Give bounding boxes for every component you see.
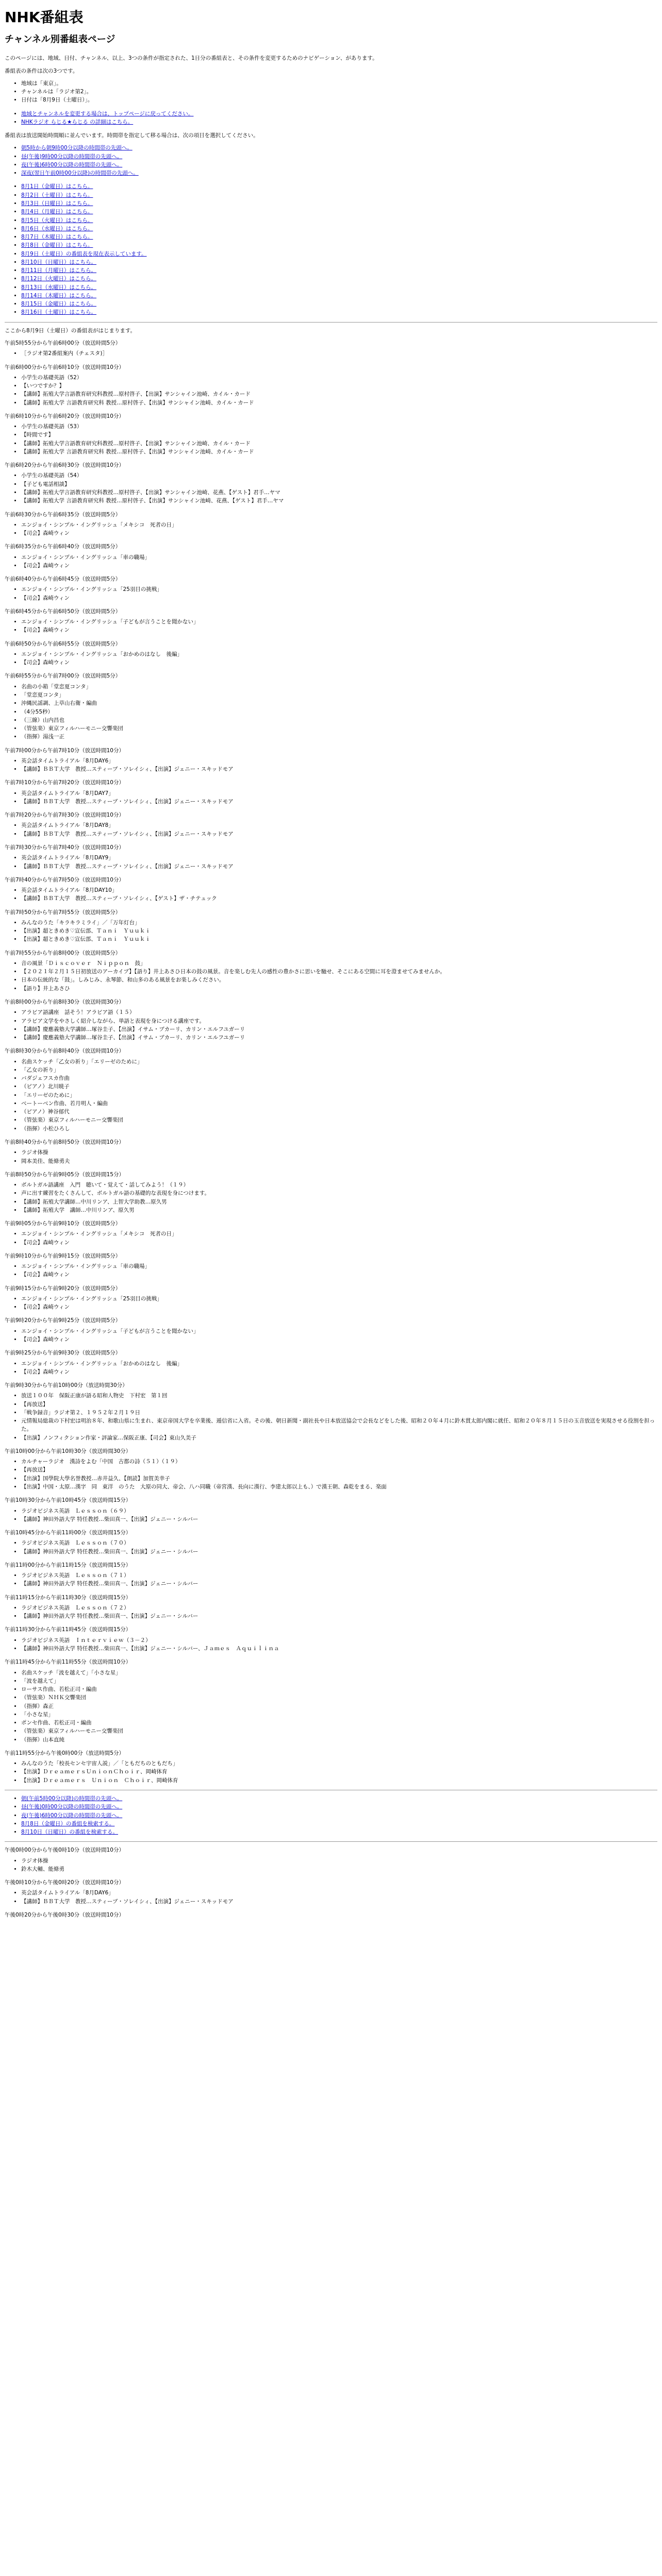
program-title: • アラビア語講座 話そう！アラビア語（１５） [21, 1008, 657, 1016]
program-detail-line: • 【子ども電話相談】 [21, 480, 657, 488]
program-detail-line: • 【出演】Ｄｒｅａｍｅｒｓ Ｕｎｉｏｎ Ｃｈｏｉｒ、岡崎体育 [21, 1776, 657, 1785]
program-detail-line: • 【講師】拓殖大学言語教育研究科教授…原村啓子、【出演】サンシャイン池崎、カイル・カード [21, 439, 657, 448]
program-time: 午前6時40分から午前6時45分（放送時間5分） [5, 576, 121, 583]
condition-region: • 地域は「東京」。 [21, 79, 657, 88]
program-detail-line: • 【講師】神田外語大学 特任教授…柴田真一、【出演】ジェニー・シルバー [21, 1612, 657, 1620]
program-detail-line: • 声に出す練習をたくさんして、ボルトガル語の基礎的な表現を身につけます。 [21, 1189, 657, 1197]
program-title: • 英会話タイムトライアル「8月DAY9」 [21, 854, 657, 862]
program-details [5, 854, 657, 871]
program-slot [5, 1316, 657, 1344]
date-link[interactable]: 8月5日（火曜日）はこちら。 [21, 217, 93, 224]
program-detail-line: • （ピアノ）神谷郁代 [21, 1108, 657, 1116]
program-title: • ラジオ体操 [21, 1148, 657, 1157]
schedule-intro: ここから8月9日（土曜日）の番組表がはじまります。 [5, 327, 136, 334]
program-title: • 名曲の小箱「堂恋夏コンタ」 [21, 683, 657, 691]
program-title: • エンジョイ・シンプル・イングリッシュ「おかめのはなし 後編」 [21, 650, 657, 658]
program-title: • 英会話タイムトライアル「8月DAY8」 [21, 821, 657, 829]
program-details [5, 757, 657, 774]
program-slot [5, 1349, 657, 1376]
program-slot [5, 412, 657, 456]
program-detail-line: • 日本の伝統的な「鼓」。しみじみ、永琴節、和山多のある風景をお楽しみください。 [21, 976, 657, 984]
program-detail-line: • 【出演】超ときめき♡宣伝部、Ｔａｎｉ Ｙｕｕｋｉ [21, 927, 657, 935]
time-link-noon[interactable]: 昼(午後)0時00分以降の時間帯の先頭へ。 [21, 1804, 123, 1810]
program-details [5, 349, 657, 358]
program-time: 午後0時10分から午後0時20分（放送時間10分） [5, 1879, 124, 1886]
next-day-link[interactable]: 8月10日（日曜日）の番組を検索する。 [21, 1829, 119, 1836]
program-detail-line: • 【司会】森崎ウィン [21, 626, 657, 634]
program-time: 午前11時55分から午後0時00分（放送時間5分） [5, 1750, 124, 1756]
program-slot [5, 1878, 657, 1906]
date-link[interactable]: 8月11日（月曜日）はこちら。 [21, 267, 97, 274]
program-details [5, 886, 657, 903]
program-detail-line: • ポンセ作曲、若松正司・編曲 [21, 1719, 657, 1727]
program-detail-line: • バダジェフスカ作曲 [21, 1074, 657, 1082]
program-slot [5, 908, 657, 944]
program-detail-line: • （管弦楽）東京フィルハーモニー交響楽団 [21, 724, 657, 733]
program-details [5, 683, 657, 741]
program-title: • ラジオビジネス英語 Ｌｅｓｓｏｎ（７１） [21, 1571, 657, 1580]
program-slot [5, 1846, 657, 1873]
program-details [5, 1295, 657, 1312]
program-title: • ［ラジオ第2番組案内（チェスタ)］ [21, 349, 657, 358]
program-detail-line: • 【講師】慶應義塾大学講師…塚谷圭子、【出演】イサム・ブカーリ、カリン・エルフユガーリ [21, 1033, 657, 1042]
program-title: • ラジオ体操 [21, 1857, 657, 1865]
program-slot [5, 843, 657, 871]
program-details [5, 650, 657, 667]
program-detail-line: • 【司会】森崎ウィン [21, 594, 657, 602]
program-slot [5, 1284, 657, 1312]
program-time: 午後0時20分から午後0時30分（放送時間10分） [5, 1911, 124, 1918]
program-slot [5, 949, 657, 993]
program-slot [5, 811, 657, 838]
program-time: 午前6時30分から午前6時35分（放送時間5分） [5, 511, 121, 518]
program-detail-line: • 【司会】森崎ウィン [21, 1303, 657, 1311]
time-links-top [5, 144, 657, 177]
program-title: • 音の風景「Ｄｉｓｃｏｖｅｒ Ｎｉｐｐｏｎ 鼓」 [21, 959, 657, 968]
program-time: 午前8時00分から午前8時30分（放送時間30分） [5, 998, 124, 1005]
program-detail-line: • 【講師】ＢＢＴ大学 教授…スティーブ・ソレイシィ、【出演】ジェニー・スキッドモア [21, 765, 657, 773]
program-detail-line: • （ピアノ）北川暁子 [21, 1082, 657, 1091]
program-slot [5, 339, 657, 358]
program-time: 午前6時10分から午前6時20分（放送時間10分） [5, 413, 124, 419]
program-details [5, 1360, 657, 1377]
program-slot [5, 1529, 657, 1556]
program-details [5, 1392, 657, 1442]
program-time: 午前7時30分から午前7時40分（放送時間10分） [5, 844, 124, 851]
program-time: 午前9時25分から午前9時30分（放送時間5分） [5, 1350, 121, 1357]
program-time: 午前8時40分から午前8時50分（放送時間10分） [5, 1139, 124, 1145]
page-subtitle: チャンネル別番組表ページ [5, 34, 115, 45]
program-details [5, 1571, 657, 1588]
program-title: • 小学生の基礎英語（52） [21, 374, 657, 382]
program-title: • エンジョイ・シンプル・イングリッシュ「25羽目の挑戦」 [21, 585, 657, 594]
program-slot [5, 672, 657, 741]
program-details [5, 1857, 657, 1874]
divider [5, 1841, 657, 1842]
program-title: • エンジョイ・シンプル・イングリッシュ「子どもが言うことを聞かない」 [21, 618, 657, 626]
program-detail-line: • 【講師】神田外語大学 特任教授…柴田真一、【出演】ジェニー・シルバー [21, 1548, 657, 1556]
program-time: 午前10時45分から午前11時00分（放送時間15分） [5, 1530, 131, 1536]
program-detail-line: • （指揮）山本直純 [21, 1736, 657, 1744]
program-time: 午前5時55分から午前6時00分（放送時間5分） [5, 340, 121, 346]
program-detail-line: • 【講師】慶應義塾大学講師…塚谷圭子、【出演】イサム・ブカーリ、カリン・エルフユガーリ [21, 1025, 657, 1033]
program-slot [5, 1171, 657, 1214]
program-list [5, 339, 657, 1785]
program-details [5, 1539, 657, 1556]
program-details [5, 422, 657, 456]
program-slot [5, 1658, 657, 1744]
program-slot [5, 511, 657, 538]
program-details [5, 1181, 657, 1214]
radiru-link[interactable]: NHKラジオ らじる★らじる の詳細はこちら。 [21, 118, 134, 125]
program-details [5, 1458, 657, 1491]
program-slot [5, 575, 657, 602]
date-link[interactable]: 8月13日（水曜日）はこちら。 [21, 284, 97, 291]
program-time: 午前6時00分から午前6時10分（放送時間10分） [5, 364, 124, 370]
program-details [5, 1889, 657, 1906]
nav-links [5, 110, 657, 127]
program-detail-line: • 沖縄民謡調、上草山右衛・編曲 [21, 699, 657, 707]
program-time: 午前6時20分から午前6時30分（放送時間10分） [5, 462, 124, 469]
date-link[interactable]: 8月15日（金曜日）はこちら。 [21, 301, 97, 308]
program-time: 午前9時30分から午前10時00分（放送時間30分） [5, 1382, 128, 1389]
program-title: • エンジョイ・シンプル・イングリッシュ「メキシコ 死者の日」 [21, 1230, 657, 1238]
program-time: 午前10時30分から午前10時45分（放送時間15分） [5, 1497, 131, 1504]
program-detail-line: • 【司会】森崎ウィン [21, 1335, 657, 1344]
time-link-evening[interactable]: 夜(午後)6時00分以降の時間帯の先頭へ。 [21, 1812, 123, 1819]
program-slot [5, 1749, 657, 1785]
date-link-current[interactable]: 8月9日（土曜日）の番組表を現在表示しています。 [21, 250, 147, 257]
conditions-intro: 番組表の条件は次の3つです。 [5, 67, 78, 74]
date-link[interactable]: 8月7日（木曜日）はこちら。 [21, 234, 93, 241]
program-slot [5, 1381, 657, 1442]
program-detail-line: • （管弦楽）東京フィルハーモニー交響楽団 [21, 1116, 657, 1124]
program-details [5, 1262, 657, 1279]
program-details [5, 618, 657, 635]
program-title: • エンジョイ・シンプル・イングリッシュ「25羽目の挑戦」 [21, 1295, 657, 1303]
program-details [5, 1327, 657, 1344]
program-detail-line: • 【講師】神田外語大学 特任教授…柴田真一、【出演】ジェニー・シルバー [21, 1515, 657, 1523]
program-time: 午前11時15分から午前11時30分（放送時間15分） [5, 1594, 131, 1601]
time-link-night[interactable]: 深夜(翌日午前0時00分以降)の時間帯の先頭へ。 [21, 170, 139, 177]
program-details [5, 585, 657, 602]
program-details [5, 1759, 657, 1785]
program-slot [5, 998, 657, 1042]
program-detail-line: • 【講師】神田外語大学 特任教授…柴田真一、【出演】ジェニー・シルバー、Ｊａｍｅｓ Ａｑｕｉｌｉｎａ [21, 1645, 657, 1653]
date-link[interactable]: 8月8日（金曜日）はこちら。 [21, 242, 93, 249]
program-detail-line: • 【司会】森崎ウィン [21, 529, 657, 537]
program-time: 午前6時55分から午前7時00分（放送時間5分） [5, 673, 121, 680]
program-details [5, 959, 657, 993]
program-detail-line: • 【出演】超ときめき♡宣伝部、Ｔａｎｉ Ｙｕｕｋｉ [21, 935, 657, 943]
program-title: • 英会話タイムトライアル「8月DAY6」 [21, 1889, 657, 1897]
program-title: • エンジョイ・シンプル・イングリッシュ「メキシコ 死者の日」 [21, 521, 657, 529]
program-title: • 小学生の基礎英語（53） [21, 422, 657, 431]
program-detail-line: • 【いつですか？】 [21, 382, 657, 390]
program-slot [5, 876, 657, 903]
program-title: • 放送１００年 保阪正康が語る昭和人物史 下村宏 第１回 [21, 1392, 657, 1400]
program-detail-line: • 【講師】ＢＢＴ大学 教授…スティーブ・ソレイシィ、【出演】ジェニー・スキッドモア [21, 798, 657, 806]
program-slot [5, 1911, 657, 1919]
program-detail-line: • ベートーベン作曲、若月明人・編曲 [21, 1099, 657, 1108]
program-detail-line: • 「波を越えて」 [21, 1677, 657, 1685]
program-detail-line: • （管弦楽）ＮＨＫ交響楽団 [21, 1693, 657, 1702]
program-title: • ラジオビジネス英語 Ｌｅｓｓｏｎ（７０） [21, 1539, 657, 1547]
program-slot [5, 778, 657, 806]
program-detail-line: • 【語り】井上あさひ [21, 985, 657, 993]
program-details [5, 521, 657, 538]
program-title: • ラジオビジネス英語 Ｉｎｔｅｒｖｉｅｗ（３－２） [21, 1636, 657, 1645]
program-details [5, 789, 657, 806]
program-time: 午前8時50分から午前9時05分（放送時間15分） [5, 1171, 124, 1178]
program-detail-line: • アラビア文学をやさしく紹介しながら、単語と表現を身につける講座です。 [21, 1017, 657, 1025]
program-time: 午後0時00分から午後0時10分（放送時間10分） [5, 1847, 124, 1854]
program-list-pm [5, 1846, 657, 1919]
condition-date: • 日付は「8月9日（土曜日）」。 [21, 96, 657, 104]
program-time: 午前7時50分から午前7時55分（放送時間5分） [5, 909, 121, 916]
program-details [5, 374, 657, 407]
date-link[interactable]: 8月4日（月曜日）はこちら。 [21, 209, 93, 215]
program-title: • ラジオビジネス英語 Ｌｅｓｓｏｎ（６９） [21, 1507, 657, 1515]
program-detail-line: • 【司会】森崎ウィン [21, 1368, 657, 1376]
program-slot [5, 363, 657, 407]
program-title: • エンジョイ・シンプル・イングリッシュ「子どもが言うことを聞かない」 [21, 1327, 657, 1335]
program-detail-line: • 【出演】ノンフィクション作家・評論家…保阪正康、【司会】東山久美子 [21, 1434, 657, 1442]
program-detail-line: • 【講師】ＢＢＴ大学 教授…スティーブ・ソレイシィ、【ゲスト】ザ・チテュック [21, 894, 657, 903]
date-link[interactable]: 8月16日（土曜日）はこちら。 [21, 309, 97, 316]
date-link[interactable]: 8月12日（火曜日）はこちら。 [21, 276, 97, 282]
program-time: 午前7時20分から午前7時30分（放送時間10分） [5, 812, 124, 819]
program-detail-line: • 「乙女の祈り」 [21, 1066, 657, 1074]
program-detail-line: • 岡本美佳、能條勇夫 [21, 1157, 657, 1165]
program-slot [5, 1047, 657, 1133]
date-link[interactable]: 8月1日（金曜日）はこちら。 [21, 183, 93, 190]
program-detail-line: • 鈴木大輔、能條勇 [21, 1865, 657, 1873]
program-details [5, 821, 657, 838]
program-time: 午前6時35分から午前6時40分（放送時間5分） [5, 544, 121, 550]
program-details [5, 1604, 657, 1621]
program-time: 午前11時00分から午前11時15分（放送時間15分） [5, 1562, 131, 1568]
program-detail-line: • 【講師】拓殖大学 言語教育研究科 教授…原村啓子、【出演】サンシャイン池崎、カイル・カード [21, 399, 657, 407]
program-details [5, 1230, 657, 1247]
program-slot [5, 1561, 657, 1588]
program-time: 午前7時00分から午前7時10分（放送時間10分） [5, 747, 124, 754]
program-detail-line: • 【講師】ＢＢＴ大学 教授…スティーブ・ソレイシィ、【出演】ジェニー・スキッドモア [21, 862, 657, 871]
program-time: 午前10時00分から午前10時30分（放送時間30分） [5, 1448, 131, 1454]
program-title: • 名曲スケッチ「波を越えて」「小さな星」 [21, 1669, 657, 1677]
program-detail-line: • 【講師】拓殖大学講師…中川リンア、上智大学助教…原久男 [21, 1198, 657, 1206]
program-detail-line: • 元情報局総裁の下村宏は明治８年、和歌山県に生まれ、東京帝国大学を卒業後、逓信省に入省。その後、朝日新聞・副社長や日本放送協会で会長などをした後、昭和２０年４月に鈴木貫太郎内閣に就任、昭和２０年８月１５日の玉音放送を実現させる役割を担った。 [21, 1417, 657, 1434]
program-detail-line: • （指揮）小松ひろし [21, 1125, 657, 1133]
conditions-list [5, 79, 657, 105]
program-detail-line: • 【講師】ＢＢＴ大学 教授…スティーブ・ソレイシィ、【出演】ジェニー・スキッドモア [21, 1897, 657, 1906]
program-title: • エンジョイ・シンプル・イングリッシュ「車の職場」 [21, 1262, 657, 1270]
top-page-link[interactable]: 地域とチャンネルを変更する場合は、トップページに戻ってください。 [21, 110, 194, 117]
program-detail-line: • 【司会】森崎ウィン [21, 1270, 657, 1279]
date-link[interactable]: 8月10日（日曜日）はこちら。 [21, 259, 97, 265]
program-time: 午前11時30分から午前11時45分（放送時間15分） [5, 1626, 131, 1633]
program-time: 午前9時15分から午前9時20分（放送時間5分） [5, 1285, 121, 1292]
program-detail-line: • 【講師】神田外語大学 特任教授…柴田真一、【出演】ジェニー・シルバー [21, 1580, 657, 1588]
divider [5, 322, 657, 323]
program-detail-line: • （管弦楽）東京フィルハーモニー交響楽団 [21, 1727, 657, 1735]
program-title: • ラジオビジネス英語 Ｌｅｓｓｏｎ（７２） [21, 1604, 657, 1612]
program-detail-line: • ローサス作曲、若松正司・編曲 [21, 1685, 657, 1693]
program-slot [5, 543, 657, 570]
program-time: 午前11時45分から午前11時55分（放送時間10分） [5, 1659, 131, 1666]
program-detail-line: • 【出演】中国・太原…漢字 同 東洋 のうた 大原の同大、帝会、八ハ同職（帝宮漢、長向に漢行、李建太郎以上も、）で漢王朝、森乾をまる、楽面 [21, 1483, 657, 1491]
time-link-morning[interactable]: 朝5時から朝9時00分以降の時間帯の先頭へ。 [21, 145, 133, 151]
program-details [5, 1058, 657, 1133]
program-detail-line: • 「戦争録音」ラジオ第２、１９５２年２月１９日 [21, 1409, 657, 1417]
program-details [5, 919, 657, 944]
program-time: 午前9時20分から午前9時25分（放送時間5分） [5, 1317, 121, 1324]
program-slot [5, 640, 657, 667]
program-title: • エンジョイ・シンプル・イングリッシュ「車の職場」 [21, 553, 657, 562]
program-time: 午前9時05分から午前9時10分（放送時間5分） [5, 1221, 121, 1227]
program-detail-line: • 【講師】ＢＢＴ大学 教授…スティーブ・ソレイシィ、【出演】ジェニー・スキッドモア [21, 830, 657, 838]
program-time: 午前7時40分から午前7時50分（放送時間10分） [5, 876, 124, 883]
program-detail-line: • 【２０２１年２月１５日初放送のアーカイブ】【語り】井上あさひ日本の鼓の風景。音を楽しむ先人の感性の豊かさに思いを馳せ、そこにある空間に耳を澄ませてみませんか。 [21, 968, 657, 976]
program-title: • 英会話タイムトライアル「8月DAY7」 [21, 789, 657, 798]
program-slot [5, 461, 657, 505]
program-details [5, 553, 657, 570]
date-link[interactable]: 8月3日（日曜日）はこちら。 [21, 200, 93, 207]
page-title: NHK番組表 [5, 9, 84, 26]
program-slot [5, 1496, 657, 1523]
program-detail-line: • 【司会】森崎ウィン [21, 658, 657, 667]
program-detail-line: • 【講師】拓殖大学言語教育研究科教授…原村啓子、【出演】サンシャイン池崎、カイル・カード [21, 390, 657, 398]
time-link-noon[interactable]: 昼(午後)9時00分以降の時間帯の先頭へ。 [21, 153, 123, 160]
program-detail-line: • 【司会】森崎ウィン [21, 562, 657, 570]
program-details [5, 1636, 657, 1653]
time-link-evening[interactable]: 夜(午後)6時00分以降の時間帯の先頭へ。 [21, 161, 123, 168]
program-detail-line: • （4分55秒） [21, 708, 657, 716]
program-title: • みんなのうた「キラキラミライ」／「万年灯台」 [21, 919, 657, 927]
program-detail-line: • 【再放送】 [21, 1466, 657, 1474]
program-detail-line: • （指揮）森正 [21, 1702, 657, 1710]
program-detail-line: • （三線）山内昌也 [21, 716, 657, 724]
prev-day-link[interactable]: 8月8日（金曜日）の番組を検索する。 [21, 1820, 115, 1827]
program-details [5, 1669, 657, 1744]
section-links-mid [5, 1794, 657, 1836]
program-title: • 英会話タイムトライアル「8月DAY6」 [21, 757, 657, 765]
program-title: • 名曲スケッチ「乙女の祈り」「エリーゼのために」 [21, 1058, 657, 1066]
program-detail-line: • 「エリーゼのために」 [21, 1091, 657, 1099]
program-detail-line: • 【司会】森崎ウィン [21, 1239, 657, 1247]
program-slot [5, 1252, 657, 1279]
program-details [5, 471, 657, 505]
program-details [5, 1008, 657, 1042]
program-slot [5, 1625, 657, 1653]
program-slot [5, 1219, 657, 1247]
program-detail-line: • （指揮）湯浅一正 [21, 733, 657, 741]
program-slot [5, 747, 657, 774]
program-details [5, 1148, 657, 1165]
program-slot [5, 1138, 657, 1165]
program-time: 午前7時55分から午前8時00分（放送時間5分） [5, 950, 121, 956]
time-intro: 番組表は放送開始時間順に並んでいます。時間帯を指定して移る場合は、次の項目を選択してください。 [5, 132, 259, 139]
program-detail-line: • 【出演】ＤｒｅａｍｅｒｓＵｎｉｏｎＣｈｏｉｒ、岡崎体育 [21, 1768, 657, 1776]
program-title: • 英会話タイムトライアル「8月DAY10」 [21, 886, 657, 894]
program-title: • カルチャーラジオ 漢詩をよむ「中国 古都の詩（５１）（１９） [21, 1458, 657, 1466]
intro-text: このページには、地域、日付、チャンネル、以上、3つの条件が指定された、1日分の番組表と、その条件を変更するためのナビゲーション、があります。 [5, 55, 378, 62]
program-detail-line: • 「小さな星」 [21, 1710, 657, 1719]
date-link[interactable]: 8月14日（木曜日）はこちら。 [21, 292, 97, 299]
condition-channel: • チャンネルは「ラジオ第2」。 [21, 88, 657, 96]
date-links [5, 182, 657, 316]
program-details [5, 1507, 657, 1524]
program-detail-line: • 【講師】拓殖大学 講師…中川リンア、原久男 [21, 1206, 657, 1214]
program-slot [5, 1594, 657, 1621]
program-detail-line: • 【出演】国學院大學名誉教授…赤井益久、【朗読】加賀美幸子 [21, 1475, 657, 1483]
program-title: • エンジョイ・シンプル・イングリッシュ「おかめのはなし 後編」 [21, 1360, 657, 1368]
date-link[interactable]: 8月2日（土曜日）はこちら。 [21, 192, 93, 198]
program-detail-line: • 【講師】拓殖大学 言語教育研究科 教授…原村啓子、【出演】サンシャイン池崎、カイル・カード [21, 448, 657, 456]
program-time: 午前8時30分から午前8時40分（放送時間10分） [5, 1048, 124, 1055]
program-time: 午前6時45分から午前6時50分（放送時間5分） [5, 608, 121, 615]
program-detail-line: • 【時間です】 [21, 431, 657, 439]
program-title: • ボルトガル語講座 入門 聴いて・覚えて・話してみよう！（１９） [21, 1181, 657, 1189]
program-title: • みんなのうた「校長センセ宇宙人説」／「ともだちのともだち」 [21, 1759, 657, 1768]
program-detail-line: • 「堂恋夏コンタ」 [21, 691, 657, 699]
program-time: 午前9時10分から午前9時15分（放送時間5分） [5, 1252, 121, 1259]
program-slot [5, 607, 657, 635]
date-link[interactable]: 8月6日（水曜日）はこちら。 [21, 225, 93, 232]
program-detail-line: • 【講師】拓殖大学 言語教育研究科 教授…原村啓子、【出演】サンシャイン池崎、花燕、【ゲスト】君手…ヤマ [21, 497, 657, 505]
program-time: 午前7時10分から午前7時20分（放送時間10分） [5, 779, 124, 786]
program-time: 午前6時50分から午前6時55分（放送時間5分） [5, 640, 121, 647]
program-title: • 小学生の基礎英語（54） [21, 471, 657, 480]
program-slot [5, 1447, 657, 1491]
program-detail-line: • 【再放送】 [21, 1400, 657, 1409]
program-detail-line: • 【講師】拓殖大学言語教育研究科教授…原村啓子、【出演】サンシャイン池崎、花燕、【ゲスト】君手…ヤマ [21, 488, 657, 497]
time-link-morning[interactable]: 朝(午前5時00分以降)の時間帯の先頭へ。 [21, 1795, 123, 1802]
